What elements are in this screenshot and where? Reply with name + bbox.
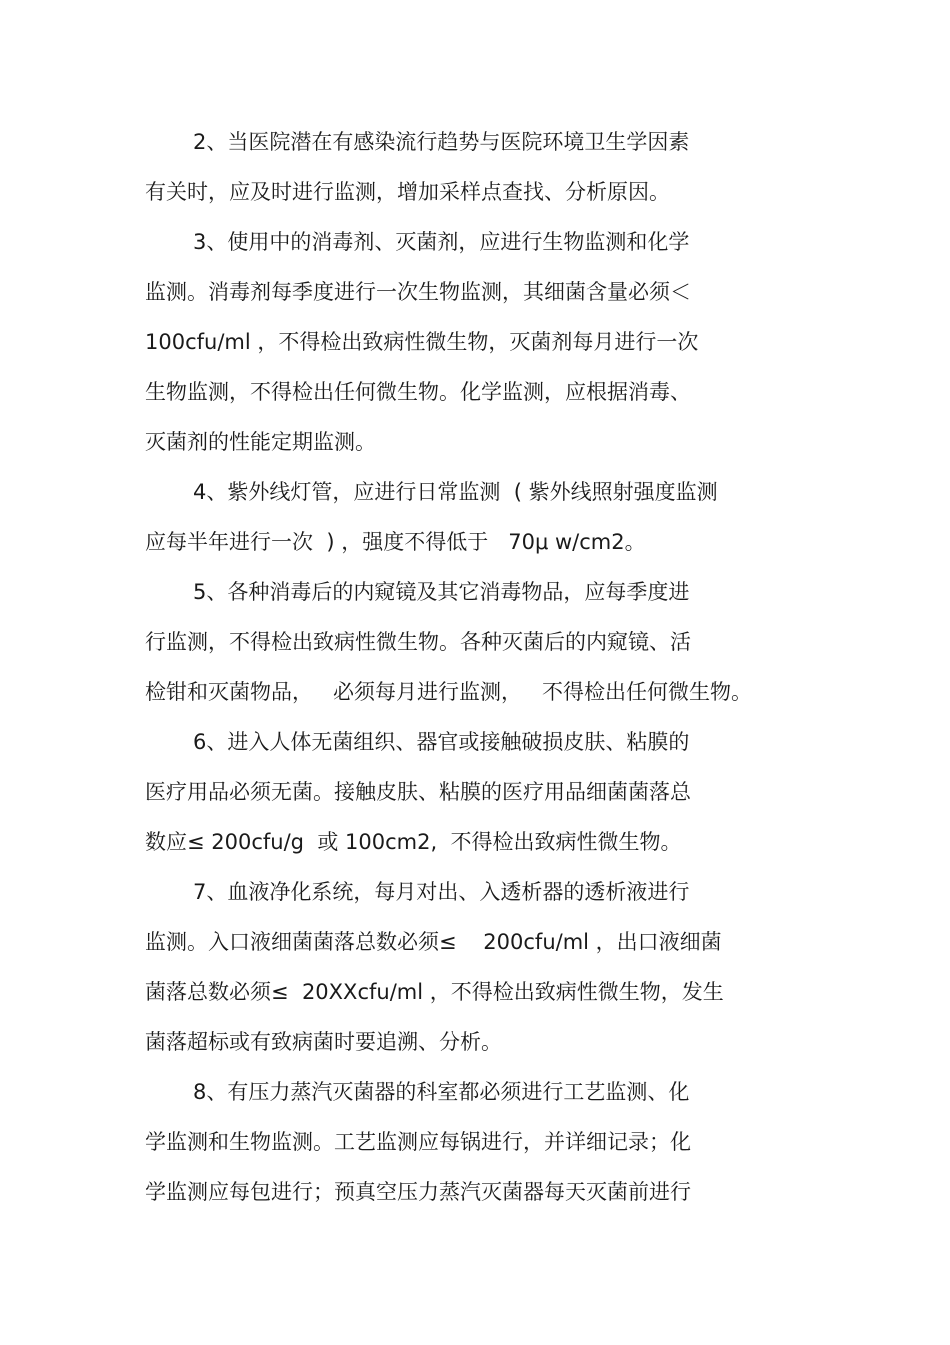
text-line-item6-1: 6、进入人体无菌组织、器官或接触破损皮肤、粘膜的	[193, 730, 690, 754]
text-line-item5-3: 检钳和灭菌物品， 必须每月进行监测， 不得检出任何微生物。	[145, 680, 753, 704]
text-line-item2-1: 2、当医院潜在有感染流行趋势与医院环境卫生学因素	[193, 130, 690, 154]
text-line-item8-3: 学监测应每包进行；预真空压力蒸汽灭菌器每天灭菌前进行	[145, 1180, 691, 1204]
text-line-item8-2: 学监测和生物监测。工艺监测应每锅进行，并详细记录；化	[145, 1130, 691, 1154]
text-line-item7-2: 监测。入口液细菌菌落总数必须≤ 200cfu/ml ，出口液细菌	[145, 930, 722, 954]
text-line-item6-2: 医疗用品必须无菌。接触皮肤、粘膜的医疗用品细菌菌落总	[145, 780, 691, 804]
text-line-item4-2: 应每半年进行一次 ) ，强度不得低于 70μ w/cm2。	[145, 530, 646, 554]
text-line-item3-2: 监测。消毒剂每季度进行一次生物监测，其细菌含量必须＜	[145, 280, 691, 304]
text-line-item2-2: 有关时，应及时进行监测，增加采样点查找、分析原因。	[145, 180, 670, 204]
text-line-item4-1: 4、紫外线灯管，应进行日常监测 ( 紫外线照射强度监测	[193, 480, 718, 504]
text-line-item8-1: 8、有压力蒸汽灭菌器的科室都必须进行工艺监测、化	[193, 1080, 690, 1104]
text-line-item5-2: 行监测，不得检出致病性微生物。各种灭菌后的内窥镜、活	[145, 630, 691, 654]
text-line-item6-3: 数应≤ 200cfu/g 或 100cm2, 不得检出致病性微生物。	[145, 830, 682, 854]
text-line-item3-4: 生物监测，不得检出任何微生物。化学监测，应根据消毒、	[145, 380, 691, 404]
text-line-item3-5: 灭菌剂的性能定期监测。	[145, 430, 376, 454]
text-line-item7-4: 菌落超标或有致病菌时要追溯、分析。	[145, 1030, 502, 1054]
text-line-item7-3: 菌落总数必须≤ 20XXcfu/ml ，不得检出致病性微生物，发生	[145, 980, 724, 1004]
text-line-item3-3: 100cfu/ml ，不得检出致病性微生物，灭菌剂每月进行一次	[145, 330, 699, 354]
text-line-item5-1: 5、各种消毒后的内窥镜及其它消毒物品，应每季度进	[193, 580, 690, 604]
text-line-item3-1: 3、使用中的消毒剂、灭菌剂，应进行生物监测和化学	[193, 230, 690, 254]
text-line-item7-1: 7、血液净化系统，每月对出、入透析器的透析液进行	[193, 880, 690, 904]
